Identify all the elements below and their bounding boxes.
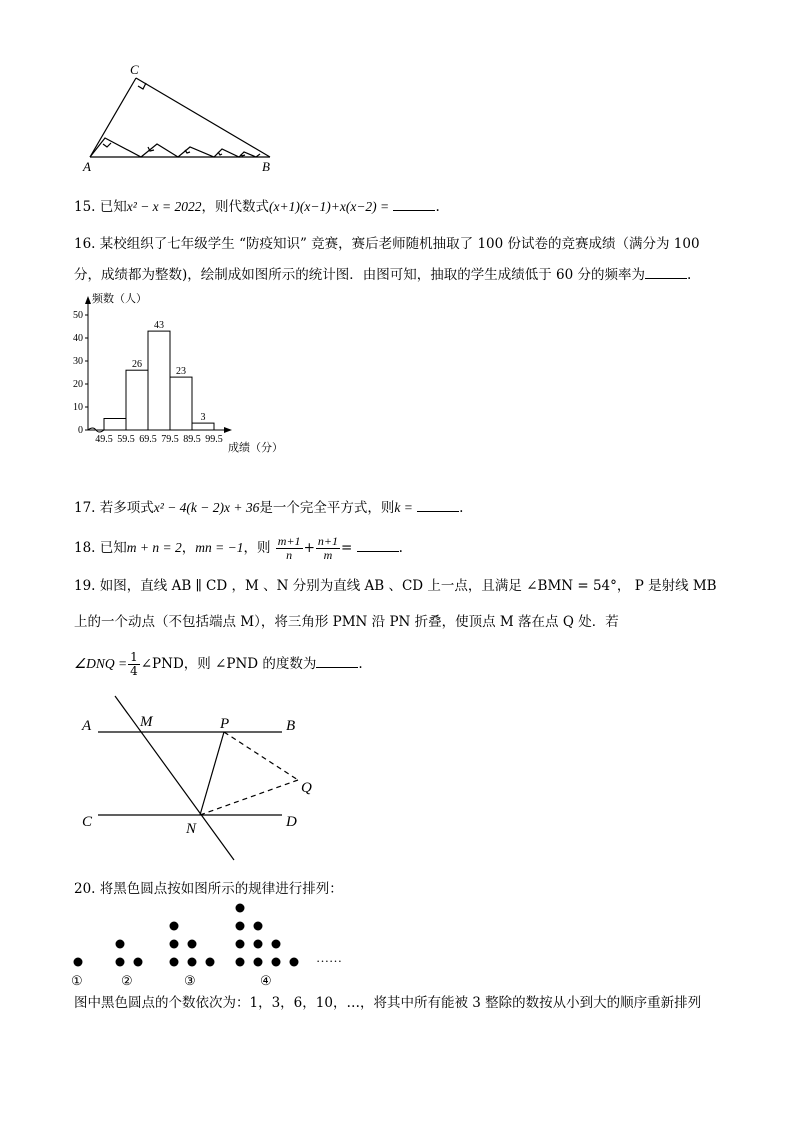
q20-number: 20. (74, 881, 96, 897)
q19-answer-blank[interactable] (316, 655, 358, 668)
question-20-line1 (74, 880, 343, 898)
q19-end: . (358, 656, 363, 672)
label-D: D (286, 814, 297, 830)
q16-answer-blank[interactable] (645, 266, 687, 279)
q15-expression: (x+1)(x−1)+x(x−2) = (269, 199, 390, 214)
q19-fraction (128, 651, 140, 678)
q16-number: 16. (74, 236, 96, 252)
q18-sep: ， (181, 540, 196, 556)
x-tick-label: 79.5 (161, 434, 179, 445)
bar-value-label: 23 (176, 366, 186, 378)
question-19-line1 (74, 577, 717, 595)
question-19-line2 (74, 613, 619, 631)
y-tick-label: 40 (73, 333, 83, 344)
y-tick-label: 30 (73, 356, 83, 367)
q19-frac-denominator: 4 (130, 664, 138, 678)
score-histogram (60, 290, 300, 460)
q17-mid: 是一个完全平方式，则 (259, 500, 395, 516)
question-17 (74, 499, 463, 517)
histogram-bar (148, 331, 170, 430)
q15-answer-blank[interactable] (393, 198, 435, 211)
q18-mid: ，则 (243, 540, 271, 556)
q17-answer-blank[interactable] (417, 499, 459, 512)
label-C2: C (82, 814, 93, 830)
q15-end: . (435, 199, 440, 215)
q18-answer-blank[interactable] (357, 539, 399, 552)
parallel-lines-figure (70, 688, 330, 868)
q18-prefix: 已知 (99, 540, 127, 556)
y-axis-arrow (85, 296, 91, 304)
q18-f2-denominator: m (323, 548, 333, 562)
q15-condition: x² − x = 2022 (126, 199, 202, 214)
y-tick-label: 20 (73, 379, 83, 390)
q17-number: 17. (74, 500, 96, 516)
x-tick-label: 89.5 (183, 434, 201, 445)
x-axis-arrow (224, 427, 232, 433)
q16-end: . (687, 267, 692, 283)
y-tick-label: 10 (73, 402, 83, 413)
q19-line1: 如图，直线 AB ∥ CD ，M 、N 分别为直线 AB 、CD 上一点，且满足 ∠BMN = 54°， P 是射线 MB (99, 578, 717, 594)
q19-number: 19. (74, 578, 96, 594)
question-18 (74, 533, 403, 563)
q20-line1: 将黑色圆点按如图所示的规律进行排列： (99, 881, 343, 897)
label-N: N (186, 821, 197, 837)
x-tick-label: 69.5 (139, 434, 157, 445)
q18-f2-numerator: n+1 (317, 534, 338, 548)
q18-eq: = (340, 540, 353, 556)
y-tick-label: 0 (78, 425, 83, 436)
q18-number: 18. (74, 540, 96, 556)
label-A: A (83, 159, 91, 174)
pattern-label-1: ① (71, 973, 83, 988)
q19-line2: 上的一个动点（不包括端点 M），将三角形 PMN 沿 PN 折叠，使顶点 M 落在点 Q 处．若 (74, 614, 619, 630)
q15-number: 15. (74, 199, 96, 215)
q17-polynomial: x² − 4(k − 2)x + 36 (153, 500, 260, 515)
q18-cond1: m + n = 2 (126, 540, 182, 555)
q18-fraction-1 (276, 535, 303, 562)
histogram-bar (126, 370, 148, 430)
dot-pattern-figure (66, 898, 366, 990)
label-B2: B (286, 718, 296, 734)
label-B: B (262, 159, 270, 174)
q16-line1: 某校组织了七年级学生 “防疫知识” 竞赛，赛后老师随机抽取了 100 份试卷的竞赛成绩（满分为 100 (99, 236, 700, 252)
question-16-line1 (74, 235, 700, 253)
right-triangle-figure (80, 60, 280, 180)
q18-end: . (398, 540, 403, 556)
q17-prefix: 若多项式 (99, 500, 154, 516)
q19-line3-post: ∠PND，则 ∠PND 的度数为 (140, 656, 317, 672)
q15-prefix: 已知 (99, 199, 127, 215)
x-axis-label: 成绩（分） (228, 442, 283, 454)
histogram-bar (170, 377, 192, 430)
bar-value-label: 3 (200, 412, 206, 424)
label-P: P (220, 716, 230, 732)
q17-end: . (459, 500, 464, 516)
pattern-label-2: ② (121, 973, 133, 988)
x-tick-label: 99.5 (205, 434, 223, 445)
bar-value-label: 26 (132, 359, 142, 371)
q20-line2: 图中黑色圆点的个数依次为：1，3，6，10，…，将其中所有能被 3 整除的数按从小到大的顺序重新排列 (74, 995, 702, 1011)
question-19-line3 (74, 647, 363, 681)
pattern-ellipsis: …… (316, 950, 342, 965)
question-20-line2 (74, 994, 701, 1012)
q17-var: k = (394, 500, 413, 515)
q18-fraction-2 (316, 535, 340, 562)
q18-f1-numerator: m+1 (277, 534, 301, 548)
x-tick-label: 59.5 (117, 434, 135, 445)
q16-line2: 分，成绩都为整数)，绘制成如图所示的统计图．由图可知，抽取的学生成绩低于 60 分的频率为 (74, 267, 646, 283)
histogram-bar (192, 423, 214, 430)
q18-plus: + (303, 540, 315, 556)
x-tick-label: 49.5 (95, 434, 113, 445)
label-A2: A (82, 718, 92, 734)
label-C: C (130, 62, 139, 77)
label-M: M (140, 714, 153, 730)
q18-cond2: mn = −1 (195, 540, 244, 555)
label-Q: Q (301, 780, 312, 796)
question-15 (74, 198, 440, 216)
q19-frac-numerator: 1 (130, 650, 138, 664)
bar-value-label: 43 (154, 320, 164, 332)
question-16-line2 (74, 266, 691, 284)
pattern-label-4: ④ (260, 973, 272, 988)
q15-mid: ，则代数式 (201, 199, 270, 215)
q18-f1-denominator: n (286, 548, 293, 562)
histogram-bar (104, 419, 126, 431)
pattern-label-3: ③ (184, 973, 196, 988)
y-axis-label: 频数（人） (92, 293, 147, 305)
q19-line3-pre: ∠DNQ = (74, 656, 128, 671)
y-tick-label: 50 (73, 310, 83, 321)
